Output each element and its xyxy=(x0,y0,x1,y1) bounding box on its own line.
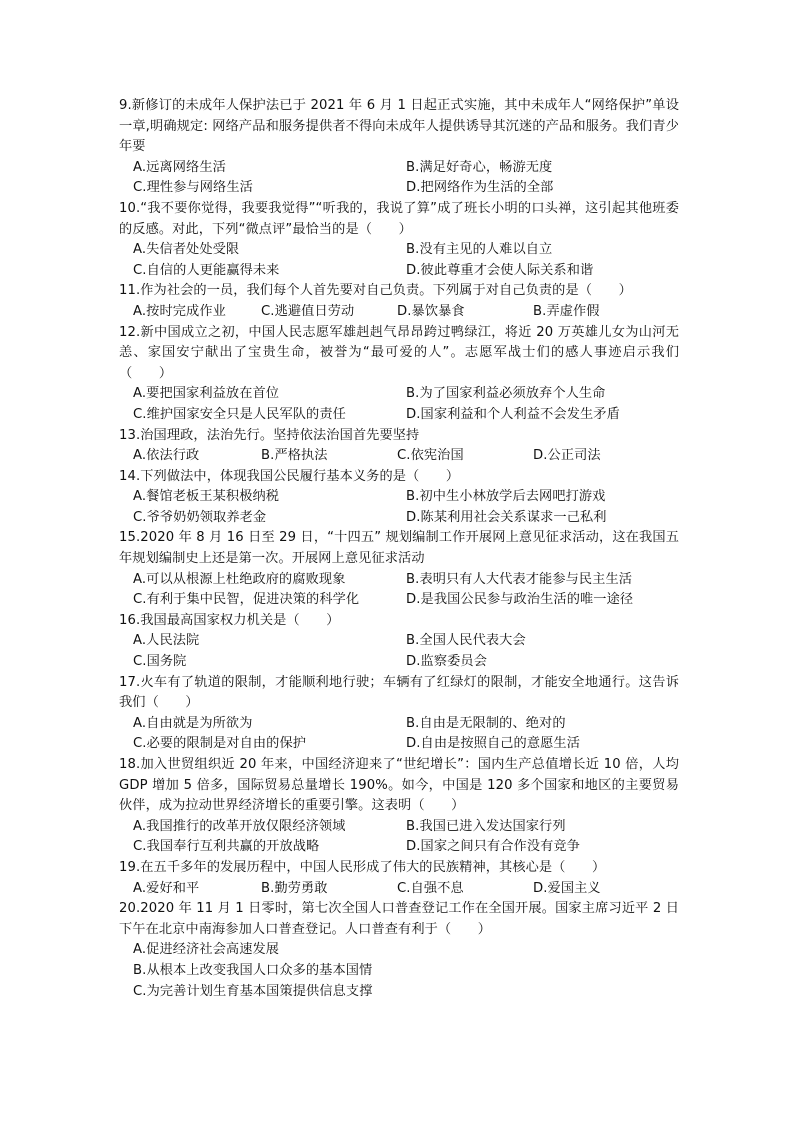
option-choice: D.监察委员会 xyxy=(406,654,487,670)
options-group xyxy=(133,302,679,323)
options-row xyxy=(133,817,679,838)
question-stem: 19.在五千多年的发展历程中，中国人民形成了伟大的民族精神，其核心是（ ） xyxy=(119,859,606,875)
option-choice: C.逃避值日劳动 xyxy=(261,303,355,319)
options-row xyxy=(133,631,679,652)
option-choice: C.有利于集中民智，促进决策的科学化 xyxy=(133,592,360,608)
option-choice: A.失信者处处受限 xyxy=(133,242,240,258)
options-group xyxy=(133,158,679,199)
question-item xyxy=(119,755,679,858)
options-group xyxy=(133,487,679,528)
option-choice: A.餐馆老板王某积极纳税 xyxy=(133,489,280,505)
options-row xyxy=(133,508,679,529)
question-stem: 18.加入世贸组织近 20 年来，中国经济迎来了“世纪增长”：国内生产总值增长近 10 倍，人均 GDP 增加 5 倍多，国际贸易总量增长 190%。如今，中国是 120 多个国家和地区的主要贸易伙伴，成为拉动世界经济增长的重要引擎。这表明（ ） xyxy=(119,757,679,814)
question-item xyxy=(119,426,679,467)
option-choice: B.弄虚作假 xyxy=(533,303,600,319)
options-group xyxy=(133,631,679,672)
options-row xyxy=(133,261,679,282)
option-choice: D.把网络作为生活的全部 xyxy=(406,180,554,196)
question-item xyxy=(119,528,679,610)
options-row xyxy=(133,940,679,961)
option-choice: B.勤劳勇敢 xyxy=(261,880,328,896)
option-choice: C.依宪治国 xyxy=(397,448,464,464)
question-stem: 14.下列做法中，体现我国公民履行基本义务的是（ ） xyxy=(119,468,460,484)
option-choice: C.维护国家安全只是人民军队的责任 xyxy=(133,406,346,422)
option-choice: C.理性参与网络生活 xyxy=(133,180,253,196)
question-item xyxy=(119,199,679,281)
option-choice: B.自由是无限制的、绝对的 xyxy=(406,715,566,731)
option-choice: D.彼此尊重才会使人际关系和谐 xyxy=(406,262,594,278)
options-row xyxy=(133,446,679,467)
question-stem: 16.我国最高国家权力机关是（ ） xyxy=(119,612,340,628)
options-group xyxy=(133,940,679,1002)
option-choice: D.国家之间只有合作没有竞争 xyxy=(406,839,580,855)
question-stem: 9.新修订的未成年人保护法已于 2021 年 6 月 1 日起正式实施，其中未成年人“网络保护”单设一章,明确规定: 网络产品和服务提供者不得向未成年人提供诱导其沉迷的产品和服务。我们青少年要 xyxy=(119,98,679,155)
question-item xyxy=(119,858,679,899)
options-row xyxy=(133,982,679,1003)
options-row xyxy=(133,384,679,405)
option-choice: A.自由就是为所欲为 xyxy=(133,715,253,731)
option-choice: A.按时完成作业 xyxy=(133,303,226,319)
option-choice: A.爱好和平 xyxy=(133,880,200,896)
options-group xyxy=(133,446,679,467)
option-choice: B.全国人民代表大会 xyxy=(406,633,526,649)
question-item xyxy=(119,467,679,529)
question-item xyxy=(119,611,679,673)
options-group xyxy=(133,384,679,425)
option-choice: B.没有主见的人难以自立 xyxy=(406,242,553,258)
options-group xyxy=(133,570,679,611)
options-row xyxy=(133,590,679,611)
option-choice: A.远离网络生活 xyxy=(133,159,226,175)
options-row xyxy=(133,302,679,323)
option-choice: D.爱国主义 xyxy=(533,880,601,896)
options-row xyxy=(133,837,679,858)
question-stem: 12.新中国成立之初，中国人民志愿军雄赳赳气昂昂跨过鸭绿江，将近 20 万英雄儿女为山河无恙、家国安宁献出了宝贵生命，被誉为“最可爱的人”。志愿军战士们的感人事迹启示我们（ ） xyxy=(119,324,679,381)
options-row xyxy=(133,734,679,755)
option-choice: C.必要的限制是对自由的保护 xyxy=(133,736,307,752)
option-choice: B.为了国家利益必须放弃个人生命 xyxy=(406,386,606,402)
options-group xyxy=(133,714,679,755)
option-choice: D.是我国公民参与政治生活的唯一途径 xyxy=(406,592,634,608)
question-item xyxy=(119,96,679,199)
options-row xyxy=(133,879,679,900)
question-stem: 17.火车有了轨道的限制，才能顺利地行驶；车辆有了红绿灯的限制，才能安全地通行。这告诉我们（ ） xyxy=(119,674,679,711)
option-choice: C.自信的人更能赢得未来 xyxy=(133,262,280,278)
options-row xyxy=(133,158,679,179)
option-choice: C.国务院 xyxy=(133,654,187,670)
option-choice: B.我国已进入发达国家行列 xyxy=(406,818,566,834)
question-item xyxy=(119,673,679,755)
options-row xyxy=(133,178,679,199)
option-choice: B.满足好奇心，畅游无度 xyxy=(406,159,553,175)
option-choice: B.严格执法 xyxy=(261,448,328,464)
option-choice: B.初中生小林放学后去网吧打游戏 xyxy=(406,489,606,505)
question-item xyxy=(119,281,679,322)
options-group xyxy=(133,817,679,858)
question-stem: 13.治国理政，法治先行。坚持依法治国首先要坚持 xyxy=(119,427,420,443)
question-item xyxy=(119,323,679,426)
option-choice: B.从根本上改变我国人口众多的基本国情 xyxy=(133,962,373,978)
option-choice: B.表明只有人大代表才能参与民主生活 xyxy=(406,571,633,587)
option-choice: C.自强不息 xyxy=(397,880,464,896)
options-group xyxy=(133,240,679,281)
question-stem: 11.作为社会的一员，我们每个人首先要对自己负责。下列属于对自己负责的是（ ） xyxy=(119,283,632,299)
options-row xyxy=(133,405,679,426)
option-choice: A.依法行政 xyxy=(133,448,200,464)
option-choice: D.公正司法 xyxy=(533,448,601,464)
option-choice: D.自由是按照自己的意愿生活 xyxy=(406,736,580,752)
option-choice: C.爷爷奶奶领取养老金 xyxy=(133,509,267,525)
option-choice: C.我国奉行互利共赢的开放战略 xyxy=(133,839,320,855)
question-item xyxy=(119,899,679,1002)
options-group xyxy=(133,879,679,900)
option-choice: A.人民法院 xyxy=(133,633,200,649)
options-row xyxy=(133,570,679,591)
options-row xyxy=(133,652,679,673)
option-choice: D.暴饮暴食 xyxy=(397,303,465,319)
question-stem: 10.“我不要你觉得，我要我觉得”“听我的，我说了算”成了班长小明的口头禅，这引起其他班委的反感。对此，下列“微点评”最恰当的是（ ） xyxy=(119,200,679,237)
option-choice: A.可以从根源上杜绝政府的腐败现象 xyxy=(133,571,346,587)
question-stem: 20.2020 年 11 月 1 日零时，第七次全国人口普查登记工作在全国开展。国家主席习近平 2 日下午在北京中南海参加人口普查登记。人口普查有利于（ ） xyxy=(119,901,679,937)
option-choice: D.国家利益和个人利益不会发生矛盾 xyxy=(406,406,620,422)
options-row xyxy=(133,714,679,735)
question-stem: 15.2020 年 8 月 16 日至 29 日，“十四五” 规划编制工作开展网上意见征求活动，这在我国五年规划编制史上还是第一次。开展网上意见征求活动 xyxy=(119,530,679,567)
option-choice: A.促进经济社会高速发展 xyxy=(133,942,280,958)
option-choice: A.我国推行的改革开放仅限经济领域 xyxy=(133,818,346,834)
option-choice: A.要把国家利益放在首位 xyxy=(133,386,280,402)
options-row xyxy=(133,961,679,982)
options-row xyxy=(133,240,679,261)
option-choice: C.为完善计划生育基本国策提供信息支撑 xyxy=(133,983,373,999)
question-list xyxy=(119,96,679,1002)
option-choice: D.陈某利用社会关系谋求一己私利 xyxy=(406,509,607,525)
options-row xyxy=(133,487,679,508)
